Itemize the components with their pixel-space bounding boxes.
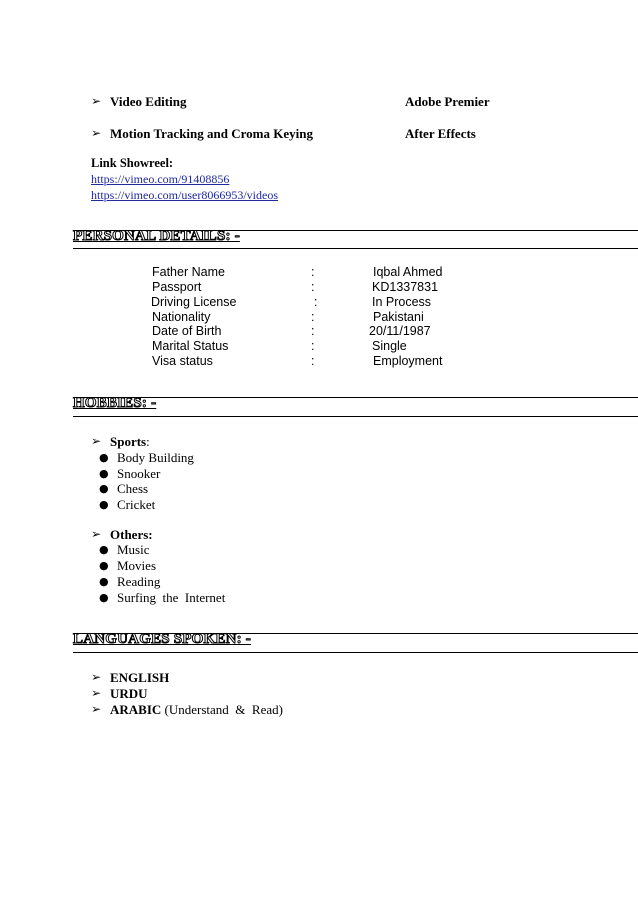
section-divider (73, 633, 638, 634)
section-divider (73, 230, 638, 231)
detail-key: Marital Status (152, 339, 229, 353)
bullet-icon: ● (99, 467, 109, 480)
bullet-icon: ● (99, 451, 109, 464)
hobby-item: Body Building (117, 450, 194, 465)
language-item: ENGLISH (110, 670, 170, 685)
sports-label: Sports (110, 434, 147, 449)
detail-value: Employment (373, 354, 443, 368)
detail-value: Iqbal Ahmed (373, 265, 443, 279)
detail-sep: : (311, 324, 315, 338)
detail-key: Date of Birth (152, 324, 222, 338)
hobby-group-label (110, 434, 150, 450)
hobby-item: Surfing the Internet (117, 590, 226, 605)
detail-sep: : (311, 280, 315, 294)
skill-label: Motion Tracking and Croma Keying (110, 126, 313, 141)
section-divider (73, 397, 638, 398)
arrow-bullet-icon: ➢ (91, 686, 102, 700)
detail-sep: : (314, 295, 318, 309)
language-item (110, 702, 283, 718)
hobby-item: Movies (117, 558, 156, 573)
hobby-item: Chess (117, 481, 149, 496)
arrow-bullet-icon: ➢ (91, 702, 102, 716)
section-divider (73, 652, 638, 653)
language-name: ARABIC (110, 702, 162, 717)
language-note: (Understand & Read) (161, 702, 283, 717)
language-item: URDU (110, 686, 148, 701)
section-divider (73, 248, 638, 249)
arrow-bullet-icon: ➢ (91, 527, 102, 541)
arrow-bullet-icon: ➢ (91, 670, 102, 684)
showreel-link[interactable]: https://vimeo.com/user8066953/videos (91, 188, 278, 202)
detail-key: Father Name (152, 265, 225, 279)
arrow-bullet-icon: ➢ (91, 94, 102, 108)
detail-value: 20/11/1987 (369, 324, 431, 338)
skill-tool: Adobe Premier (405, 94, 490, 109)
section-divider (73, 416, 638, 417)
showreel-label: Link Showreel: (91, 156, 174, 170)
detail-key: Visa status (152, 354, 213, 368)
bullet-icon: ● (99, 559, 109, 572)
detail-value: Single (372, 339, 407, 353)
detail-value: Pakistani (373, 310, 424, 324)
detail-key: Passport (152, 280, 202, 294)
bullet-icon: ● (99, 498, 109, 511)
hobby-item: Music (117, 542, 150, 557)
others-label: Others: (110, 527, 153, 542)
detail-key: Nationality (152, 310, 211, 324)
bullet-icon: ● (99, 543, 109, 556)
detail-value: In Process (372, 295, 432, 309)
showreel-link[interactable]: https://vimeo.com/91408856 (91, 172, 230, 186)
section-heading-hobbies: HOBBIES: - (73, 395, 157, 411)
detail-sep: : (311, 265, 315, 279)
detail-key: Driving License (151, 295, 237, 309)
arrow-bullet-icon: ➢ (91, 126, 102, 140)
bullet-icon: ● (99, 575, 109, 588)
bullet-icon: ● (99, 591, 109, 604)
skill-tool: After Effects (405, 126, 476, 141)
hobby-item: Reading (117, 574, 161, 589)
section-heading-languages: LANGUAGES SPOKEN: - (73, 631, 251, 647)
section-heading-personal: PERSONAL DETAILS: - (73, 228, 240, 244)
detail-sep: : (311, 339, 315, 353)
hobby-item: Cricket (117, 497, 156, 512)
sports-colon: : (146, 434, 150, 449)
bullet-icon: ● (99, 482, 109, 495)
hobby-item: Snooker (117, 466, 161, 481)
skill-label: Video Editing (110, 94, 187, 109)
detail-value: KD1337831 (372, 280, 439, 294)
detail-sep: : (311, 354, 315, 368)
arrow-bullet-icon: ➢ (91, 434, 102, 448)
detail-sep: : (311, 310, 315, 324)
